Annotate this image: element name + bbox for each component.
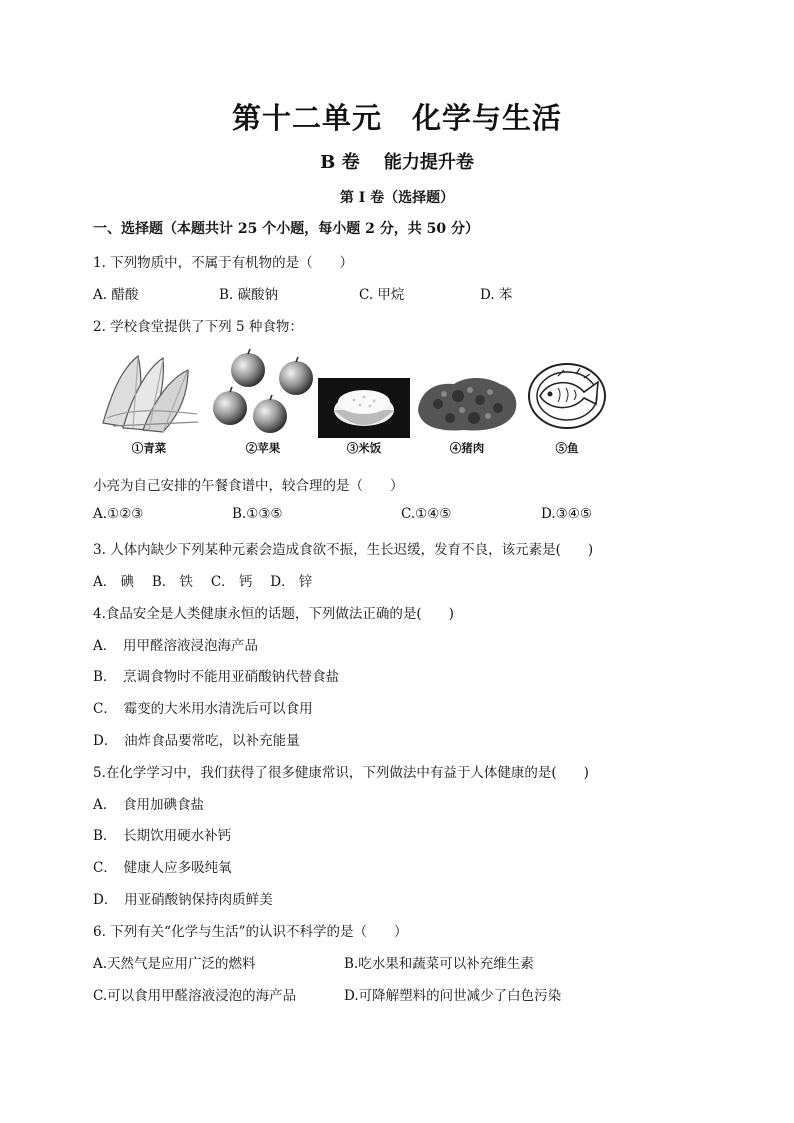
food-fish bbox=[524, 348, 610, 456]
question-1-stem: 1. 下列物质中，不属于有机物的是（ ） bbox=[93, 255, 354, 271]
rice-icon bbox=[318, 348, 410, 438]
question-5-option-b: B． 长期饮用硬水补钙 bbox=[93, 828, 232, 844]
question-4-option-c: C． 霉变的大米用水清洗后可以食用 bbox=[93, 701, 313, 717]
question-4-option-b: B． 烹调食物时不能用亚硝酸钠代替食盐 bbox=[93, 669, 340, 685]
question-6-option-b: B.吃水果和蔬菜可以补充维生素 bbox=[344, 956, 534, 972]
question-2-option-d: D.③④⑤ bbox=[541, 506, 592, 522]
question-1-option-b: B. 碳酸钠 bbox=[219, 287, 279, 303]
page-title: 第十二单元 化学与生活 bbox=[231, 101, 562, 135]
question-1-option-c: C. 甲烷 bbox=[359, 287, 405, 303]
question-6-option-c: C.可以食用甲醛溶液浸泡的海产品 bbox=[93, 988, 297, 1004]
question-2-option-b: B.①③⑤ bbox=[232, 506, 283, 522]
food-apple bbox=[210, 348, 316, 456]
question-4-stem: 4.食品安全是人类健康永恒的话题，下列做法正确的是( ) bbox=[93, 606, 454, 622]
question-3-options: A． 碘 B． 铁 C． 钙 D． 锌 bbox=[93, 574, 313, 590]
question-5-option-a: A． 食用加碘食盐 bbox=[93, 797, 204, 813]
food-label-rice: ③米饭 bbox=[346, 441, 382, 455]
pork-icon bbox=[414, 348, 520, 438]
page-subtitle: B 卷 能力提升卷 bbox=[320, 152, 474, 173]
food-label-pork: ④猪肉 bbox=[449, 441, 485, 455]
question-4-option-a: A． 用甲醛溶液浸泡海产品 bbox=[93, 638, 258, 654]
question-5-option-d: D． 用亚硝酸钠保持肉质鲜美 bbox=[93, 892, 273, 908]
vegetable-icon bbox=[93, 348, 205, 438]
question-2-option-a: A.①②③ bbox=[93, 506, 144, 522]
question-1-option-a: A. 醋酸 bbox=[93, 287, 139, 303]
question-5-stem: 5.在化学学习中，我们获得了很多健康常识，下列做法中有益于人体健康的是( ) bbox=[93, 765, 589, 781]
part-heading: 第 I 卷（选择题） bbox=[339, 190, 455, 206]
question-6-stem: 6. 下列有关“化学与生活”的认识不科学的是（ ） bbox=[93, 924, 408, 940]
food-label-apple: ②苹果 bbox=[245, 441, 281, 455]
food-vegetable bbox=[93, 348, 205, 456]
question-6-option-d: D.可降解塑料的问世减少了白色污染 bbox=[344, 988, 562, 1004]
question-5-option-c: C． 健康人应多吸纯氧 bbox=[93, 860, 232, 876]
question-2-option-c: C.①④⑤ bbox=[401, 506, 452, 522]
food-pork bbox=[414, 348, 520, 456]
food-label-fish: ⑤鱼 bbox=[555, 441, 579, 455]
question-4-option-d: D． 油炸食品要常吃，以补充能量 bbox=[93, 733, 300, 749]
question-6-option-a: A.天然气是应用广泛的燃料 bbox=[93, 956, 256, 972]
question-1-option-d: D. 苯 bbox=[480, 287, 513, 303]
question-2-prompt: 小亮为自己安排的午餐食谱中，较合理的是（ ） bbox=[93, 478, 404, 494]
food-label-vegetable: ①青菜 bbox=[131, 441, 167, 455]
section-heading: 一、选择题（本题共计 25 个小题，每小题 2 分，共 50 分） bbox=[93, 221, 479, 237]
apple-icon bbox=[210, 348, 316, 438]
food-rice bbox=[318, 348, 410, 456]
fish-icon bbox=[524, 348, 610, 438]
question-3-stem: 3. 人体内缺少下列某种元素会造成食欲不振，生长迟缓，发育不良，该元素是( ) bbox=[93, 542, 594, 558]
question-2-stem: 2. 学校食堂提供了下列 5 种食物： bbox=[93, 319, 303, 335]
